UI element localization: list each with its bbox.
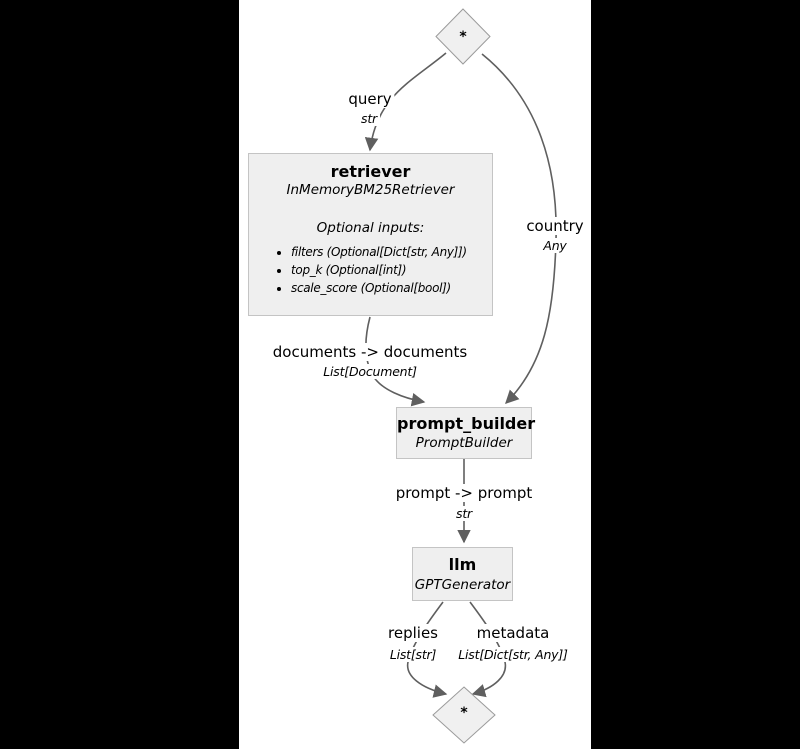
optional-input-item: • scale_score (Optional[bool])	[291, 282, 467, 295]
edge-label-country: country	[523, 217, 586, 235]
output-node-symbol: *	[460, 705, 468, 721]
edge-type-prompt: str	[453, 506, 475, 521]
edge-type-documents: List[Document]	[320, 364, 420, 379]
llm-type: GPTGenerator	[414, 577, 511, 593]
edge-type-country: Any	[540, 238, 569, 253]
edge-type-replies: List[str]	[387, 647, 439, 662]
node-prompt-builder	[396, 407, 536, 459]
edge-label-documents: documents -> documents	[270, 343, 471, 361]
retriever-title: retriever	[330, 162, 411, 181]
optional-input-item: • top_k (Optional[int])	[291, 264, 467, 277]
prompt-builder-title: prompt_builder	[397, 414, 536, 433]
node-retriever	[248, 153, 493, 316]
retriever-optional-inputs-list	[265, 246, 467, 300]
input-node-symbol: *	[459, 29, 467, 45]
optional-input-item: • filters (Optional[Dict[str, Any]])	[291, 246, 467, 259]
retriever-optional-inputs-heading: Optional inputs:	[316, 220, 425, 236]
diagram-canvas	[239, 0, 591, 749]
node-llm	[412, 547, 513, 601]
edge-type-query: str	[358, 111, 380, 126]
edge-label-metadata: metadata	[474, 624, 553, 642]
edge-label-query: query	[345, 90, 394, 108]
prompt-builder-type: PromptBuilder	[415, 435, 513, 451]
retriever-type: InMemoryBM25Retriever	[286, 182, 455, 198]
edge-type-metadata: List[Dict[str, Any]]	[455, 647, 570, 662]
edge-label-replies: replies	[385, 624, 441, 642]
llm-title: llm	[448, 555, 477, 574]
edge-label-prompt: prompt -> prompt	[393, 484, 536, 502]
